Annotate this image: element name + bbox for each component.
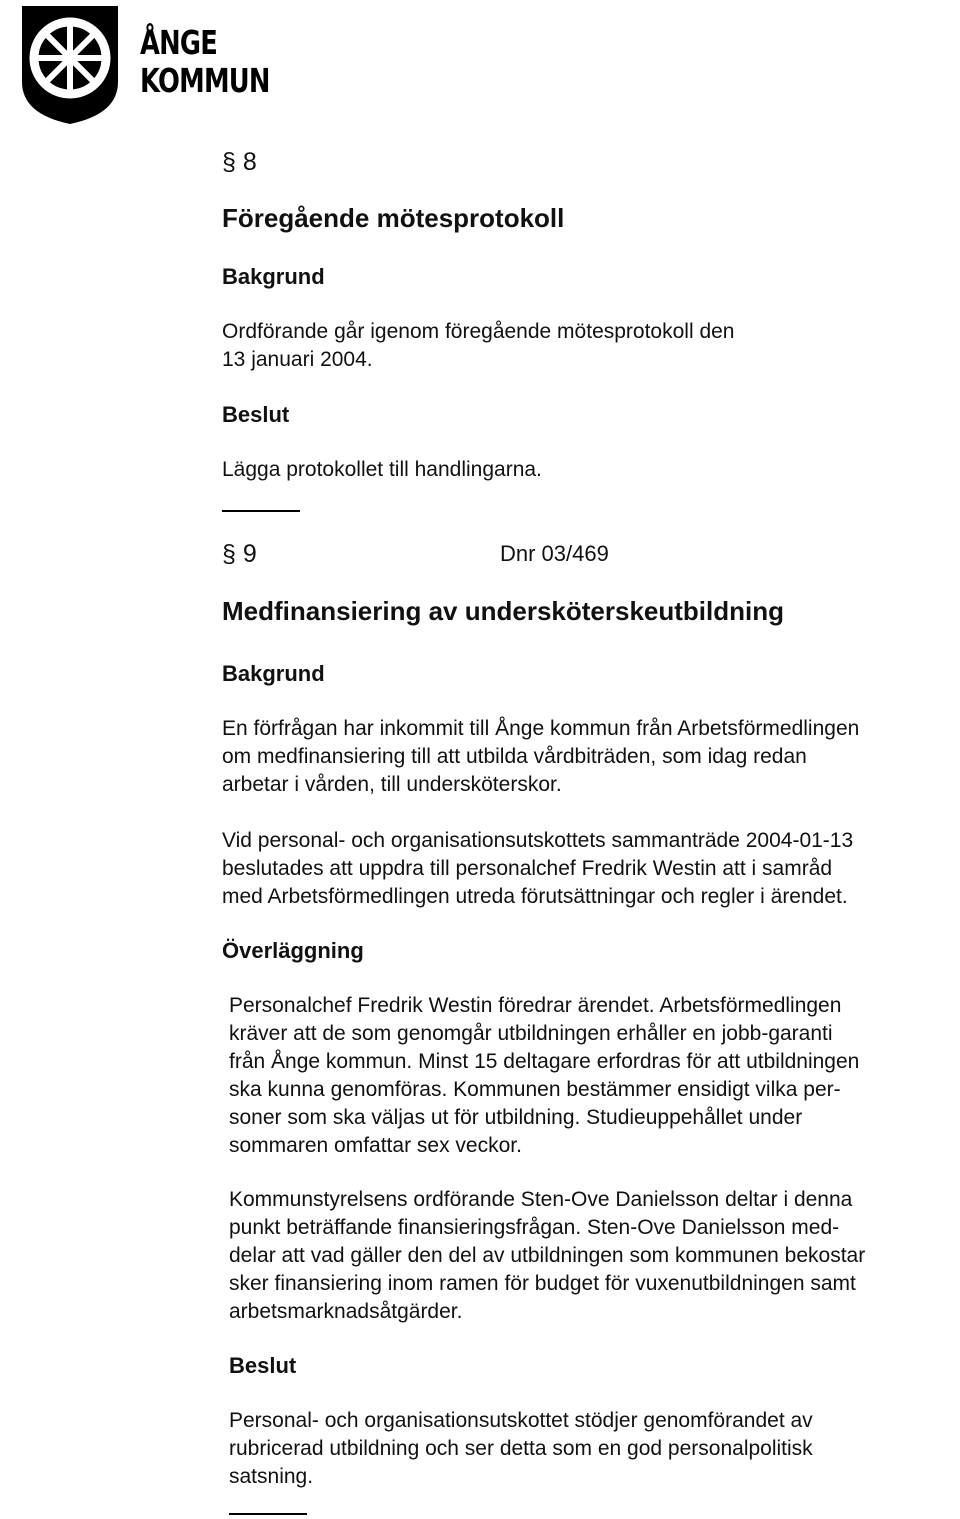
section-9-overlaggning-paragraph-2 bbox=[229, 1186, 865, 1326]
section-9-dnr: Dnr 03/469 bbox=[500, 541, 609, 566]
paragraph-sign: § bbox=[222, 148, 236, 176]
section-8-number bbox=[222, 148, 257, 177]
section-9-heading-bakgrund: Bakgrund bbox=[222, 661, 325, 686]
text-line: arbetsmarknadsåtgärder. bbox=[229, 1300, 463, 1323]
section-divider bbox=[229, 1513, 307, 1515]
text-line: från Ånge kommun. Minst 15 deltagare erfordras för att utbildningen bbox=[229, 1050, 860, 1073]
text-line: sker finansiering inom ramen för budget för vuxenutbildningen samt bbox=[229, 1272, 856, 1295]
paragraph-sign: § bbox=[222, 540, 236, 568]
logo-line-ange: ÅNGE bbox=[140, 23, 218, 62]
ange-kommun-logo bbox=[0, 0, 270, 128]
text-line: rubricerad utbildning och ser detta som en god personalpolitisk bbox=[229, 1437, 813, 1460]
section-9-bakgrund-paragraph-1 bbox=[222, 715, 859, 799]
coat-of-arms-wheel-icon bbox=[20, 4, 120, 126]
text-line: sommaren omfattar sex veckor. bbox=[229, 1134, 522, 1157]
text-line: satsning. bbox=[229, 1465, 314, 1488]
text-line: 13 januari 2004. bbox=[222, 348, 373, 371]
text-line: delar att vad gäller den del av utbildningen som kommunen bekostar bbox=[229, 1244, 866, 1267]
text-line: arbetar i vården, till undersköterskor. bbox=[222, 773, 562, 796]
text-line: Personalchef Fredrik Westin föredrar ärendet. Arbetsförmedlingen bbox=[229, 994, 842, 1017]
text-line: Ordförande går igenom föregående mötesprotokoll den bbox=[222, 320, 735, 343]
text-line: Personal- och organisationsutskottet stödjer genomförandet av bbox=[229, 1409, 813, 1432]
section-9-heading-overlaggning: Överläggning bbox=[222, 938, 364, 963]
text-line: om medfinansiering till att utbilda vårdbiträden, som idag redan bbox=[222, 745, 807, 768]
section-9-heading-beslut: Beslut bbox=[229, 1353, 297, 1378]
section-8-bakgrund-text bbox=[222, 318, 735, 374]
text-line: med Arbetsförmedlingen utreda förutsättningar och regler i ärendet. bbox=[222, 885, 848, 908]
text-line: Vid personal- och organisationsutskottets sammanträde 2004-01-13 bbox=[222, 829, 854, 852]
logo-wordmark bbox=[140, 24, 270, 100]
section-9-beslut-text bbox=[229, 1407, 813, 1491]
paragraph-number: 9 bbox=[242, 540, 257, 568]
text-line: soner som ska väljas ut för utbildning. Studieuppehållet under bbox=[229, 1106, 803, 1129]
paragraph-number: 8 bbox=[242, 148, 257, 176]
section-8-heading-bakgrund: Bakgrund bbox=[222, 264, 325, 289]
logo-line-kommun: KOMMUN bbox=[140, 61, 270, 100]
section-9-bakgrund-paragraph-2 bbox=[222, 827, 853, 911]
text-line: En förfrågan har inkommit till Ånge kommun från Arbetsförmedlingen bbox=[222, 717, 860, 740]
section-9-title: Medfinansiering av undersköterskeutbildning bbox=[222, 596, 784, 626]
section-8-title: Föregående mötesprotokoll bbox=[222, 203, 565, 233]
text-line: Kommunstyrelsens ordförande Sten-Ove Danielsson deltar i denna bbox=[229, 1188, 853, 1211]
section-8-beslut-text: Lägga protokollet till handlingarna. bbox=[222, 458, 542, 481]
section-9-overlaggning-paragraph-1 bbox=[229, 992, 859, 1160]
section-9-number bbox=[222, 540, 257, 569]
text-line: punkt beträffande finansieringsfrågan. Sten-Ove Danielsson med- bbox=[229, 1216, 840, 1239]
text-line: kräver att de som genomgår utbildningen erhåller en jobb-garanti bbox=[229, 1022, 833, 1045]
text-line: ska kunna genomföras. Kommunen bestämmer ensidigt vilka per- bbox=[229, 1078, 841, 1101]
section-divider bbox=[222, 510, 300, 512]
section-8-heading-beslut: Beslut bbox=[222, 402, 290, 427]
text-line: beslutades att uppdra till personalchef Fredrik Westin att i samråd bbox=[222, 857, 833, 880]
